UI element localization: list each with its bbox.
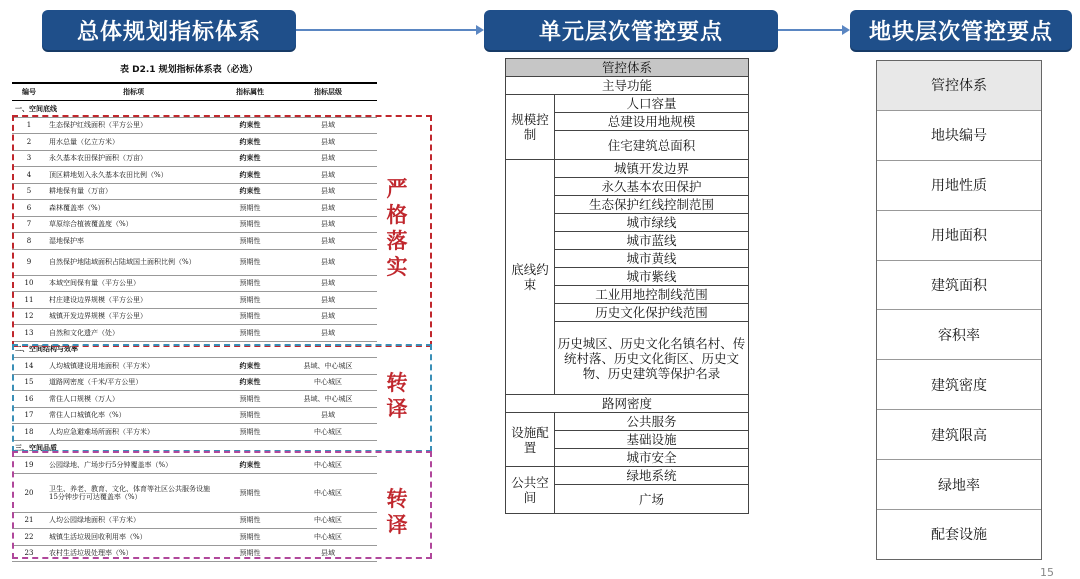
list-item: 用地面积 [877, 211, 1041, 261]
header-middle: 单元层次管控要点 [484, 10, 778, 50]
table-cell: 城市安全 [555, 449, 749, 467]
table-cell: 约束性 [221, 150, 279, 167]
annotation-box-red [12, 115, 432, 347]
header-right: 地块层次管控要点 [850, 10, 1072, 50]
table-cell: 22 [12, 529, 46, 546]
table-cell: 草原综合植被覆盖度（%） [46, 216, 221, 233]
table-cell: 城市紫线 [555, 268, 749, 286]
table-cell: 县域 [279, 275, 377, 292]
table-cell: 8 [12, 233, 46, 250]
group-label: 规模控制 [506, 95, 555, 160]
table-cell: 县域 [279, 233, 377, 250]
section-title: 一、空间底线 [12, 101, 377, 118]
table-cell: 顶区耕地划入永久基本农田比例（%） [46, 167, 221, 184]
table-cell: 17 [12, 407, 46, 424]
table-cell: 城镇开发边界 [555, 160, 749, 178]
table-cell: 生态保护红线控制范围 [555, 196, 749, 214]
annotation-box-purple [12, 451, 432, 559]
table-cell: 预期性 [221, 424, 279, 441]
plot-control-list [876, 60, 1042, 560]
table-cell: 县域、中心城区 [279, 358, 377, 375]
table-cell: 住宅建筑总面积 [555, 131, 749, 160]
table-cell: 9 [12, 249, 46, 275]
table-cell: 城市绿线 [555, 214, 749, 232]
table-cell: 预期性 [221, 249, 279, 275]
table-cell: 3 [12, 150, 46, 167]
table-cell: 城市黄线 [555, 250, 749, 268]
table-header: 管控体系 [506, 59, 749, 77]
table-cell: 约束性 [221, 134, 279, 151]
table-cell: 16 [12, 391, 46, 408]
table-cell: 6 [12, 200, 46, 217]
table-cell: 约束性 [221, 358, 279, 375]
table-cell: 预期性 [221, 529, 279, 546]
table-cell: 永久基本农田保护面积（万亩） [46, 150, 221, 167]
table-cell: 12 [12, 308, 46, 325]
list-item: 建筑密度 [877, 360, 1041, 410]
list-item: 绿地率 [877, 460, 1041, 510]
table-cell: 10 [12, 275, 46, 292]
list-item: 建筑限高 [877, 410, 1041, 460]
table-cell: 县域 [279, 150, 377, 167]
table-cell: 县域 [279, 117, 377, 134]
annotation-box-blue [12, 344, 432, 452]
table-cell: 预期性 [221, 391, 279, 408]
table-cell: 23 [12, 545, 46, 562]
table-cell: 预期性 [221, 216, 279, 233]
header-left: 总体规划指标体系 [42, 10, 296, 50]
group-label: 设施配置 [506, 413, 555, 467]
table-cell: 1 [12, 117, 46, 134]
table-cell: 常住人口城镇化率（%） [46, 407, 221, 424]
table-cell: 总建设用地规模 [555, 113, 749, 131]
table-cell: 预期性 [221, 512, 279, 529]
table-cell: 7 [12, 216, 46, 233]
table-cell: 约束性 [221, 167, 279, 184]
table-cell: 中心城区 [279, 457, 377, 474]
table-cell: 人均城镇建设用地面积（平方米） [46, 358, 221, 375]
group-label: 公共空间 [506, 467, 555, 514]
table-caption: 表 D2.1 规划指标体系表（必选） [120, 65, 258, 75]
table-cell: 公共服务 [555, 413, 749, 431]
unit-control-table [505, 58, 749, 514]
table-cell: 生态保护红线面积（平方公里） [46, 117, 221, 134]
list-item: 配套设施 [931, 527, 987, 544]
road-density: 路网密度 [506, 395, 749, 413]
main-function: 主导功能 [506, 77, 749, 95]
table-cell: 历史文化保护线范围 [555, 304, 749, 322]
list-header: 管控体系 [877, 61, 1041, 111]
column-header: 指标项 [46, 83, 221, 101]
section-title: 二、空间结构与效率 [12, 341, 377, 358]
table-cell: 公园绿地、广场步行5分钟覆盖率（%） [46, 457, 221, 474]
table-cell: 4 [12, 167, 46, 184]
column-header: 指标层级 [279, 83, 377, 101]
table-cell: 20 [12, 473, 46, 512]
table-cell: 人口容量 [555, 95, 749, 113]
table-cell: 预期性 [221, 325, 279, 342]
table-cell: 预期性 [221, 473, 279, 512]
table-cell: 基础设施 [555, 431, 749, 449]
table-cell: 约束性 [221, 457, 279, 474]
table-cell: 14 [12, 358, 46, 375]
table-cell: 县域 [279, 407, 377, 424]
table-cell: 预期性 [221, 200, 279, 217]
table-cell: 15 [12, 374, 46, 391]
table-cell: 中心城区 [279, 424, 377, 441]
table-cell: 自然和文化遗产（处） [46, 325, 221, 342]
table-cell: 11 [12, 292, 46, 309]
table-cell: 用水总量（亿立方米） [46, 134, 221, 151]
table-cell: 18 [12, 424, 46, 441]
table-cell: 人均应急避难场所面积（平方米） [46, 424, 221, 441]
table-cell: 自然保护地陆域面积占陆域国土面积比例（%） [46, 249, 221, 275]
table-cell: 县域 [279, 183, 377, 200]
table-cell: 县域、中心城区 [279, 391, 377, 408]
list-item: 容积率 [877, 310, 1041, 360]
annotation-translate-1: 转译 [386, 371, 408, 421]
table-cell: 县域 [279, 216, 377, 233]
column-header: 指标属性 [221, 83, 279, 101]
list-item: 建筑面积 [877, 261, 1041, 311]
group-label: 底线约束 [506, 160, 555, 395]
table-cell: 预期性 [221, 275, 279, 292]
table-cell: 约束性 [221, 117, 279, 134]
table-cell: 中心城区 [279, 374, 377, 391]
table-cell: 道路网密度（千米/平方公里） [46, 374, 221, 391]
table-cell: 19 [12, 457, 46, 474]
table-cell: 中心城区 [279, 512, 377, 529]
list-item: 地块编号 [877, 111, 1041, 161]
table-cell: 绿地系统 [555, 467, 749, 485]
table-cell: 约束性 [221, 183, 279, 200]
table-cell: 预期性 [221, 545, 279, 562]
table-cell: 卫生、养老、教育、文化、体育等社区公共服务设施15分钟步行可达覆盖率（%） [46, 473, 221, 512]
annotation-strict: 严格落实 [386, 177, 408, 279]
table-cell: 5 [12, 183, 46, 200]
arrow-right-icon [778, 29, 848, 31]
table-cell: 21 [12, 512, 46, 529]
table-cell: 县域 [279, 249, 377, 275]
table-cell: 13 [12, 325, 46, 342]
table-cell: 城镇开发边界规模（平方公里） [46, 308, 221, 325]
table-cell: 永久基本农田保护 [555, 178, 749, 196]
table-cell: 工业用地控制线范围 [555, 286, 749, 304]
table-cell: 湿地保护率 [46, 233, 221, 250]
table-cell: 预期性 [221, 292, 279, 309]
table-cell: 预期性 [221, 407, 279, 424]
table-cell: 广场 [555, 485, 749, 514]
table-cell: 农村生活垃圾处理率（%） [46, 545, 221, 562]
table-cell: 中心城区 [279, 473, 377, 512]
table-cell: 县域 [279, 292, 377, 309]
table-cell: 常住人口规模（万人） [46, 391, 221, 408]
table-cell: 城镇生活垃圾回收利用率（%） [46, 529, 221, 546]
table-cell: 县域 [279, 167, 377, 184]
table-cell: 村庄建设边界规模（平方公里） [46, 292, 221, 309]
table-cell: 本域空间保有量（平方公里） [46, 275, 221, 292]
table-cell: 县域 [279, 134, 377, 151]
table-cell: 预期性 [221, 308, 279, 325]
table-cell: 森林覆盖率（%） [46, 200, 221, 217]
table-cell: 预期性 [221, 233, 279, 250]
column-header: 编号 [12, 83, 46, 101]
table-cell: 耕地保有量（万亩） [46, 183, 221, 200]
table-cell: 中心城区 [279, 529, 377, 546]
table-cell: 2 [12, 134, 46, 151]
table-cell: 城市蓝线 [555, 232, 749, 250]
page-number: 15 [1040, 566, 1054, 579]
list-item: 用地性质 [877, 161, 1041, 211]
section-title: 三、空间品质 [12, 440, 377, 457]
table-cell: 约束性 [221, 374, 279, 391]
table-cell: 县域 [279, 325, 377, 342]
table-cell: 人均公园绿地面积（平方米） [46, 512, 221, 529]
table-cell: 县域 [279, 545, 377, 562]
table-cell: 县域 [279, 200, 377, 217]
table-cell: 县域 [279, 308, 377, 325]
annotation-translate-2: 转译 [386, 487, 408, 537]
arrow-right-icon [296, 29, 482, 31]
table-cell: 历史城区、历史文化名镇名村、传统村落、历史文化街区、历史文物、历史建筑等保护名录 [555, 322, 749, 395]
